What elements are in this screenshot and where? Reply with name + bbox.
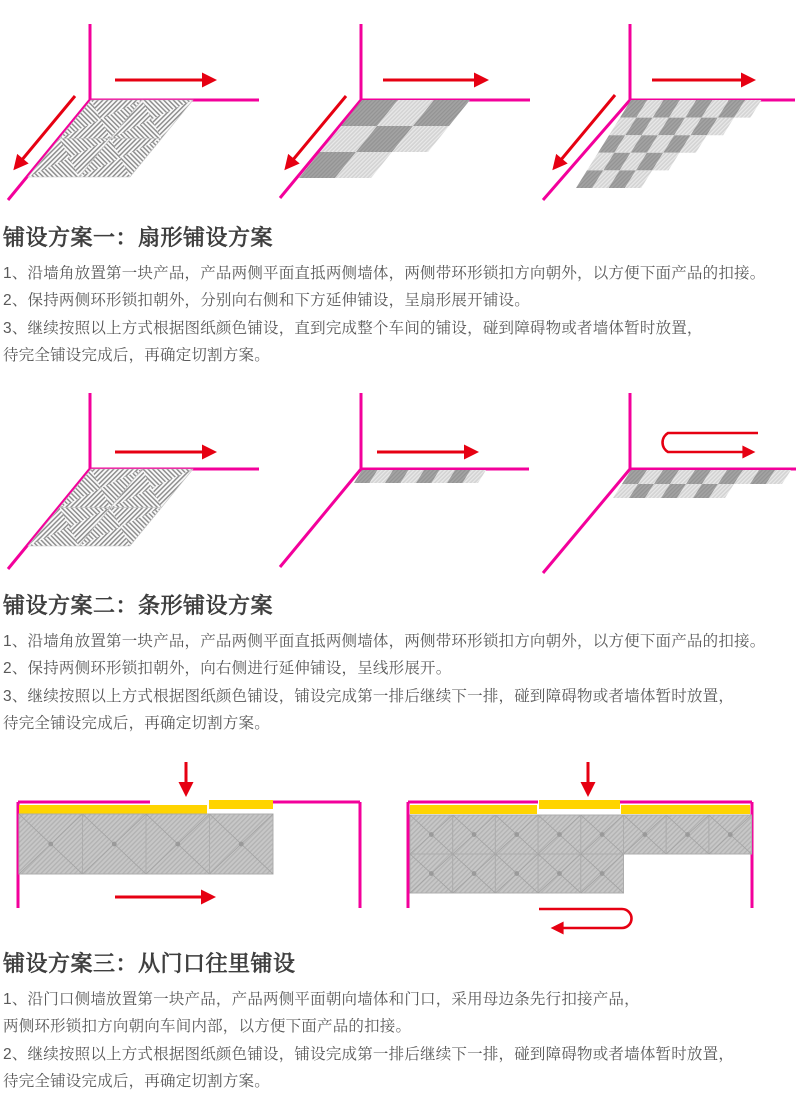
plan2-section [0,592,796,738]
plan2-step-line: 1、沿墙角放置第一块产品，产品两侧平面直抵两侧墙体，两侧带环形锁扣方向朝外，以方便下面产品的扣接。 [3,633,766,650]
plan3-diagrams [0,755,800,945]
plan3-section [0,950,796,1096]
plan3-step-line: 两侧环形锁扣方向朝向车间内部，以方便下面产品的扣接。 [3,1018,412,1036]
tile-grid [613,470,791,498]
plan1-steps [3,260,796,370]
plan1-step-line: 3、继续按照以上方式根据图纸颜色铺设，直到完成整个车间的铺设，碰到障碍物或者墙体暂时放置， [3,319,703,337]
plan3-step-line: 待完全铺设完成后，再确定切割方案。 [3,1073,270,1091]
first-tile [28,469,193,546]
tile-grid [19,814,273,874]
plan3-steps [3,986,796,1096]
turnaround-arrow [663,433,758,452]
plan2-step-line: 3、继续按照以上方式根据图纸颜色铺设，铺设完成第一排后继续下一排，碰到障碍物或者墙体暂时放置， [3,687,735,705]
plan1-step3-diagram [543,24,795,200]
plan2-heading: 铺设方案二：条形铺设方案 [3,593,274,618]
plan3-step1-diagram [18,762,360,908]
plan2-step3-diagram [543,393,796,573]
tile-grid [576,100,761,188]
plan2-diagrams [0,380,800,592]
plan2-steps [3,628,796,738]
plan3-heading: 铺设方案三：从门口往里铺设 [3,951,296,976]
turnaround-arrow [539,909,632,928]
plan1-diagrams [0,0,800,235]
plan1-step-line: 2、保持两侧环形锁扣朝外，分别向右侧和下方延伸铺设，呈扇形展开铺设。 [3,292,530,310]
plan3-step-line: 1、沿门口侧墙放置第一块产品，产品两侧平面朝向墙体和门口，采用母边条先行扣接产品， [3,991,640,1008]
plan1-step-line: 1、沿墙角放置第一块产品，产品两侧平面直抵两侧墙体，两侧带环形锁扣方向朝外，以方便下面产品的扣接。 [3,265,766,282]
plan1-section [0,224,796,370]
plan3-step-line: 2、继续按照以上方式根据图纸颜色铺设，铺设完成第一排后继续下一排，碰到障碍物或者墙体暂时放置， [3,1045,735,1063]
tile-grid [410,815,752,893]
plan1-heading: 铺设方案一：扇形铺设方案 [3,225,274,250]
plan2-step-line: 待完全铺设完成后，再确定切割方案。 [3,715,270,733]
plan2-step2-diagram [280,393,529,567]
plan1-step-line: 待完全铺设完成后，再确定切割方案。 [3,347,270,365]
tile-grid [354,470,486,483]
first-tile [28,100,193,177]
plan1-step2-diagram [280,24,530,198]
plan2-step-line: 2、保持两侧环形锁扣朝外，向右侧进行延伸铺设，呈线形展开。 [3,660,452,678]
tile-grid [299,100,470,178]
plan3-step2-diagram [408,762,752,928]
plan1-step1-diagram [8,24,259,200]
plan2-step1-diagram [8,393,259,569]
